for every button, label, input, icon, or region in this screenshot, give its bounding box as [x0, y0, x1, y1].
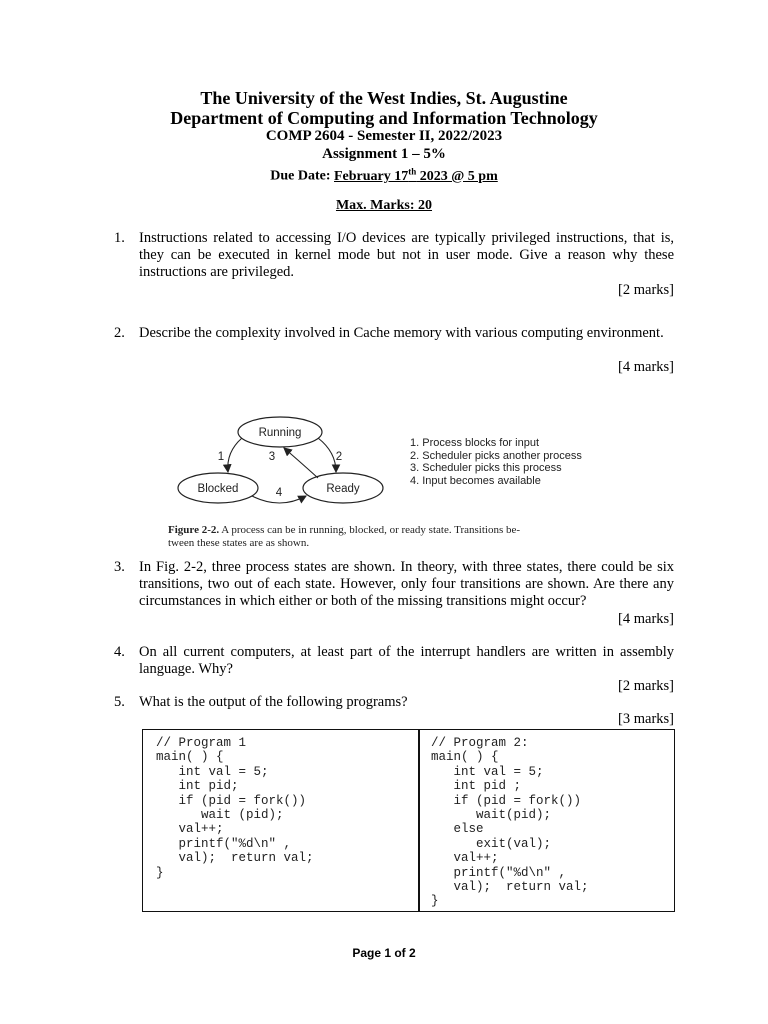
- question-number: 4.: [114, 644, 125, 660]
- department-title: Department of Computing and Information Technology: [170, 108, 598, 128]
- caption-line1: A process can be in running, blocked, or ready state. Transitions be-: [219, 524, 521, 536]
- figure-caption: [168, 524, 618, 550]
- programs-table: [142, 729, 675, 912]
- transition-3-arrow: [284, 448, 318, 478]
- due-date-label: Due Date:: [270, 168, 331, 184]
- question-text: On all current computers, at least part of the interrupt handlers are written in assembly language. Why?: [139, 644, 674, 677]
- page-number: Page 1 of 2: [352, 946, 416, 960]
- due-rest: 2023 @ 5 pm: [416, 168, 498, 184]
- question-2: [114, 325, 674, 342]
- question-text: Instructions related to accessing I/O devices are typically privileged instructions, that is, they can be executed in kernel mode but not in user mode. Give a reason why these instructions are privileged.: [139, 230, 674, 280]
- arrow-label-1: 1: [217, 451, 225, 463]
- legend-item: 3. Scheduler picks this process: [410, 462, 562, 474]
- due-date: [0, 163, 768, 185]
- question-number: 1.: [114, 230, 125, 246]
- course-title: COMP 2604 - Semester II, 2022/2023: [265, 128, 503, 144]
- question-1-marks: [2 marks]: [618, 282, 674, 298]
- question-text: Describe the complexity involved in Cache memory with various computing environment.: [139, 325, 664, 341]
- university-title: The University of the West Indies, St. Augustine: [200, 88, 568, 108]
- question-3: [114, 559, 674, 610]
- question-number: 2.: [114, 325, 125, 341]
- caption-line2: tween these states are as shown.: [168, 537, 310, 549]
- process-state-diagram: [168, 410, 408, 510]
- caption-label: Figure 2-2.: [168, 524, 220, 536]
- question-text: In Fig. 2-2, three process states are shown. In theory, with three states, there could be six transitions, two out of each state. However, only four transitions are shown. Are there any circumstances in which either or both of the missing transitions might occur?: [139, 559, 674, 609]
- transition-2-arrow: [318, 438, 336, 472]
- blocked-label: Blocked: [197, 483, 239, 495]
- figure-legend: [410, 437, 640, 487]
- transition-1-arrow: [228, 438, 242, 472]
- arrow-label-2: 2: [335, 451, 343, 463]
- program-2-code: // Program 2: main( ) { int val = 5; int pid ; if (pid = fork()) wait(pid); else exit(val); val++; printf("%d\n" , val); return val; }: [431, 736, 589, 909]
- assignment-title: Assignment 1 – 5%: [322, 146, 446, 162]
- ready-label: Ready: [326, 483, 360, 495]
- table-divider: [418, 730, 420, 911]
- question-4: [114, 644, 674, 678]
- max-marks: [0, 197, 768, 214]
- question-number: 5.: [114, 694, 125, 710]
- arrow-label-3: 3: [268, 451, 276, 463]
- program-1-code: // Program 1 main( ) { int val = 5; int pid; if (pid = fork()) wait (pid); val++; printf("%d\n" , val); return val; }: [156, 736, 314, 880]
- question-5: [114, 694, 674, 711]
- question-text: What is the output of the following programs?: [139, 694, 408, 710]
- question-5-marks: [3 marks]: [618, 711, 674, 727]
- question-1: [114, 230, 674, 281]
- due-sup: th: [408, 166, 417, 176]
- question-2-marks: [4 marks]: [618, 359, 674, 375]
- max-marks-text: Max. Marks: 20: [335, 198, 433, 213]
- due-month: February 17: [334, 168, 409, 184]
- question-number: 3.: [114, 559, 125, 575]
- question-4-marks: [2 marks]: [618, 678, 674, 694]
- legend-item: 1. Process blocks for input: [410, 437, 540, 449]
- legend-item: 2. Scheduler picks another process: [410, 449, 582, 462]
- due-date-value: [334, 166, 498, 184]
- question-3-marks: [4 marks]: [618, 611, 674, 627]
- legend-item: 4. Input becomes available: [410, 474, 541, 487]
- arrow-label-4: 4: [275, 487, 283, 499]
- running-label: Running: [258, 427, 302, 439]
